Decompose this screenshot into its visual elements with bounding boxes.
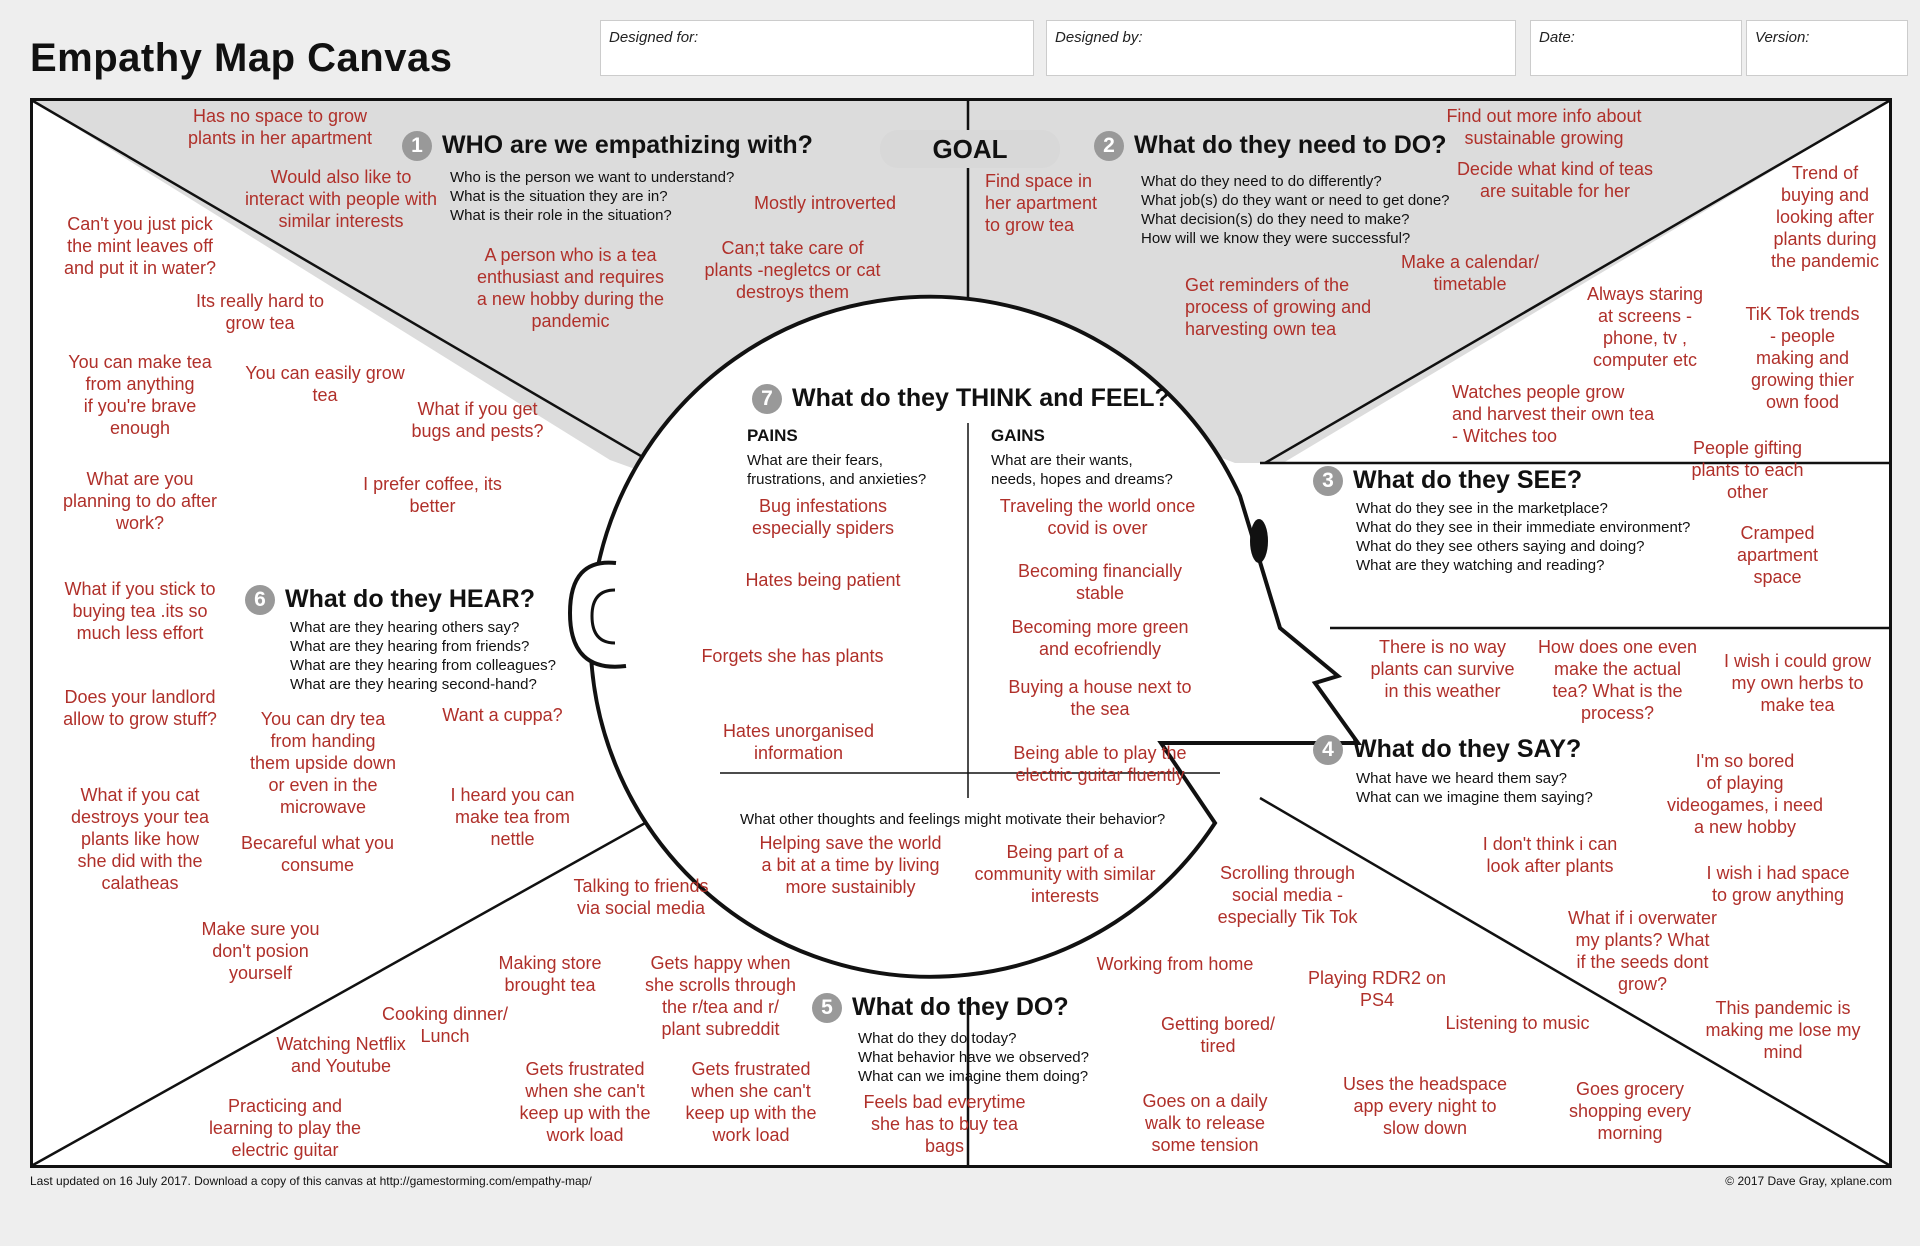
note-hear[interactable]: Want a cuppa? [442,705,563,725]
note-do[interactable]: Goes on a daily walk to release some tension [1142,1091,1268,1155]
note-do[interactable]: Uses the headspace app every night to slow down [1342,1074,1508,1138]
need-heading [1094,131,1447,161]
hear-questions: What are they hearing others say? What are they hearing from friends? What are they hearing from colleagues? What are they hearing second-hand? [290,619,556,693]
note-gain[interactable]: Traveling the world once covid is over [999,496,1196,538]
do-questions: What do they do today? What behavior have we observed? What can we imagine them doing? [858,1030,1089,1085]
note-see[interactable]: Trend of buying and looking after plants during the pandemic [1770,163,1880,271]
note-need[interactable]: Find out more info about sustainable growing [1446,106,1642,148]
note-say[interactable]: There is no way plants can survive in this weather [1370,637,1515,701]
note-do[interactable]: Gets frustrated when she can't keep up with the work load [519,1059,651,1145]
who-heading [402,131,813,161]
note-who[interactable]: Would also like to interact with people with similar interests [244,167,438,231]
note-hear[interactable]: What if you cat destroys your tea plants like how she did with the calatheas [70,785,210,893]
note-do[interactable]: Talking to friends via social media [573,876,709,918]
note-do[interactable]: Listening to music [1445,1013,1590,1033]
note-who[interactable]: Has no space to grow plants in her apartment [187,106,373,148]
note-hear[interactable]: Its really hard to grow tea [195,291,325,333]
note-do[interactable]: Goes grocery shopping every morning [1568,1079,1692,1143]
note-gain[interactable]: Being able to play the electric guitar fluently [1013,743,1187,785]
note-gain[interactable]: Becoming financially stable [1017,561,1183,603]
designed-for-field[interactable] [600,20,1034,76]
think-heading [752,384,1170,414]
see-heading [1313,466,1582,496]
date-field[interactable] [1530,20,1742,76]
note-say[interactable]: I don't think i can look after plants [1482,834,1618,876]
note-who[interactable]: A person who is a tea enthusiast and requires a new hobby during the pandemic [476,245,665,331]
footer-right: © 2017 Dave Gray, xplane.com [1725,1174,1892,1188]
think-number: 7 [752,384,782,414]
who-number: 1 [402,131,432,161]
note-do[interactable]: Making store brought tea [498,953,602,995]
note-see[interactable]: Always staring at screens - phone, tv , computer etc [1586,284,1704,370]
see-title: What do they SEE? [1353,466,1583,494]
version-label: Version: [1755,29,1810,46]
gains-title: GAINS [991,426,1045,445]
note-do[interactable]: Gets frustrated when she can't keep up with the work load [685,1059,817,1145]
note-do[interactable]: Getting bored/ tired [1160,1014,1276,1056]
note-hear[interactable]: Does your landlord allow to grow stuff? [63,687,217,729]
note-hear[interactable]: You can easily grow tea [245,363,405,405]
who-questions: Who is the person we want to understand? What is the situation they are in? What is their role in the situation? [450,169,735,224]
note-do[interactable]: Watching Netflix and Youtube [276,1034,406,1076]
do-number: 5 [812,993,842,1023]
say-questions: What have we heard them say? What can we imagine them saying? [1356,770,1593,806]
note-do[interactable]: Cooking dinner/ Lunch [381,1004,509,1046]
note-gain[interactable]: Becoming more green and ecofriendly [1011,617,1189,659]
note-need[interactable]: Decide what kind of teas are suitable for her [1456,159,1654,201]
note-do[interactable]: Practicing and learning to play the electric guitar [208,1096,362,1160]
note-do[interactable]: Playing RDR2 on PS4 [1307,968,1447,1010]
note-need[interactable]: Make a calendar/ timetable [1400,252,1540,294]
say-heading [1313,735,1581,765]
note-say[interactable]: I'm so bored of playing videogames, i need a new hobby [1666,751,1824,837]
note-hear[interactable]: What are you planning to do after work? [62,469,218,533]
do-heading [812,993,1069,1023]
note-do[interactable]: Feels bad everytime she has to buy tea bags [863,1092,1026,1156]
designed-for-label: Designed for: [609,29,699,46]
pains-questions: What are their fears, frustrations, and anxieties? [747,452,927,488]
designed-by-field[interactable] [1046,20,1516,76]
version-field[interactable] [1746,20,1908,76]
note-other-thought[interactable]: Being part of a community with similar interests [974,842,1156,906]
note-pain[interactable]: Bug infestations especially spiders [751,496,895,538]
note-say[interactable]: I wish i could grow my own herbs to make tea [1723,651,1872,715]
note-do[interactable]: Gets happy when she scrolls through the r/tea and r/ plant subreddit [644,953,797,1039]
note-say[interactable]: I wish i had space to grow anything [1706,863,1850,905]
note-do[interactable]: Make sure you don't posion yourself [201,919,320,983]
gains-questions: What are their wants, needs, hopes and dreams? [991,452,1173,488]
need-title: What do they need to DO? [1134,131,1447,159]
note-gain[interactable]: Buying a house next to the sea [1008,677,1192,719]
note-see[interactable]: Cramped apartment space [1736,523,1819,587]
note-do[interactable]: Working from home [1096,954,1254,974]
other-thoughts-question: What other thoughts and feelings might motivate their behavior? [740,811,1166,828]
note-pain[interactable]: Forgets she has plants [701,646,884,666]
note-hear[interactable]: Can't you just pick the mint leaves off and put it in water? [63,214,217,278]
eye [1250,519,1268,563]
need-number: 2 [1094,131,1124,161]
note-see[interactable]: TiK Tok trends - people making and growing thier own food [1745,304,1860,412]
note-hear[interactable]: Becareful what you consume [240,833,395,875]
think-title: What do they THINK and FEEL? [792,384,1170,412]
note-do[interactable]: Scrolling through social media - especially Tik Tok [1217,863,1358,927]
note-hear[interactable]: You can dry tea from handing them upside down or even in the microwave [249,709,397,817]
note-hear[interactable]: I heard you can make tea from nettle [450,785,575,849]
note-say[interactable]: How does one even make the actual tea? What is the process? [1537,637,1698,723]
note-say[interactable]: This pandemic is making me lose my mind [1705,998,1861,1062]
pains-title: PAINS [747,426,798,445]
designed-by-label: Designed by: [1055,29,1143,46]
goal-label: GOAL [880,130,1060,168]
footer-left: Last updated on 16 July 2017. Download a copy of this canvas at http://gamestorming.com/empathy-map/ [30,1174,592,1188]
note-see[interactable]: People gifting plants to each other [1691,438,1804,502]
note-say[interactable]: What if i overwater my plants? What if the seeds dont grow? [1567,908,1718,994]
need-questions: What do they need to do differently? What job(s) do they want or need to get done? What decision(s) do they need to make? How will we know they were successful? [1141,173,1450,247]
note-need[interactable]: Get reminders of the process of growing and harvesting own tea [1185,275,1372,339]
note-hear[interactable]: I prefer coffee, its better [363,474,502,516]
note-pain[interactable]: Hates unorganised information [722,721,875,763]
date-label: Date: [1539,29,1575,46]
see-number: 3 [1313,466,1343,496]
note-other-thought[interactable]: Helping save the world a bit at a time by living more sustainibly [759,833,942,897]
note-hear[interactable]: What if you get bugs and pests? [411,399,544,441]
who-title: WHO are we empathizing with? [442,131,813,159]
see-questions: What do they see in the marketplace? What do they see in their immediate environment? What do they see others saying and doing? What are they watching and reading? [1356,500,1691,574]
note-hear[interactable]: You can make tea from anything if you're brave enough [68,352,212,438]
note-who[interactable]: Can;t take care of plants -negletcs or cat destroys them [704,238,881,302]
note-who[interactable]: Mostly introverted [753,193,897,213]
note-pain[interactable]: Hates being patient [745,570,901,590]
hear-number: 6 [245,585,275,615]
hear-heading [245,585,535,615]
do-title: What do they DO? [852,993,1069,1021]
hear-title: What do they HEAR? [285,585,535,613]
say-title: What do they SAY? [1353,735,1582,763]
page-title: Empathy Map Canvas [30,36,453,80]
note-see[interactable]: Watches people grow and harvest their own tea - Witches too [1452,382,1655,446]
note-goal[interactable]: Find space in her apartment to grow tea [985,171,1098,235]
note-hear[interactable]: What if you stick to buying tea .its so much less effort [64,579,216,643]
say-number: 4 [1313,735,1343,765]
